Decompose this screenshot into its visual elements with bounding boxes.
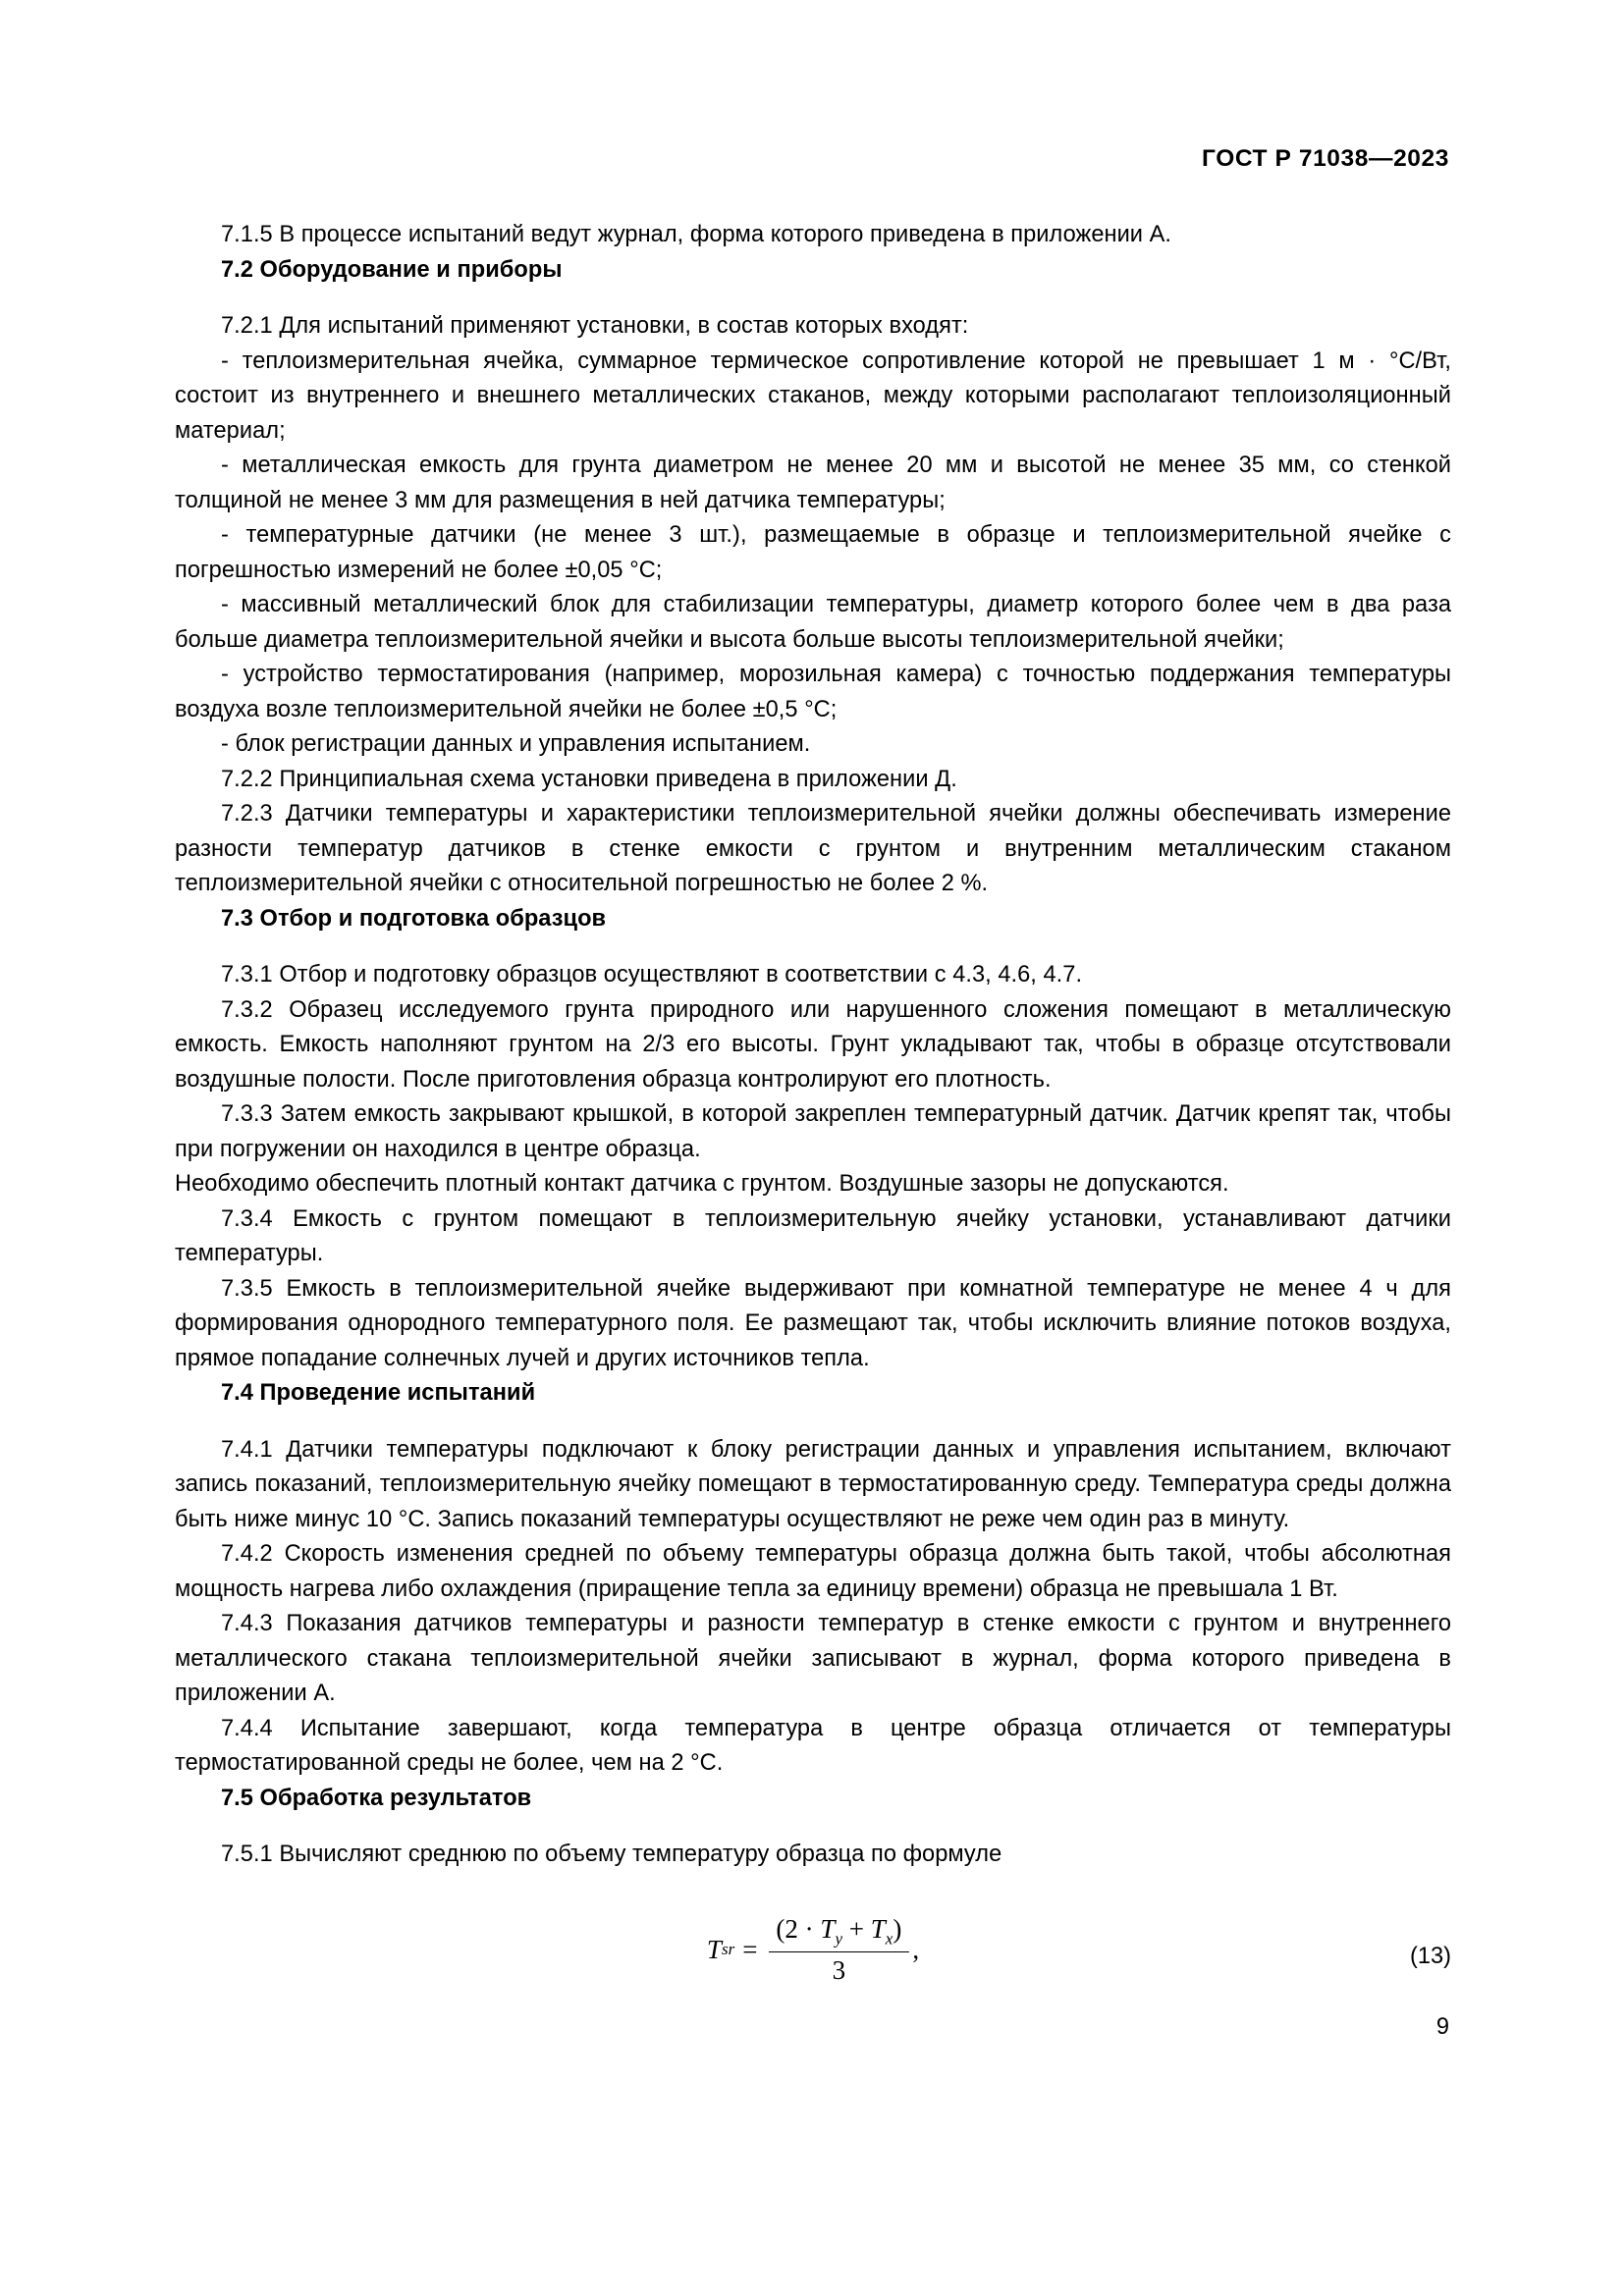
formula-lhs-subscript: sr bbox=[721, 1940, 735, 1959]
paragraph-7-4-4: 7.4.4 Испытание завершают, когда температура в центре образца отличается от температуры термостатированной среды не более, чем на 2 °С. bbox=[175, 1715, 1451, 1776]
formula-coefficient: 2 · bbox=[785, 1913, 821, 1944]
formula-13-block bbox=[175, 1908, 1451, 2002]
paragraph-7-4-3: 7.4.3 Показания датчиков температуры и разности температур в стенке емкости с грунтом и внутреннего металлического стакана теплоизмерительной ячейки записывают в журнал, форма которого приведена в приложении А. bbox=[175, 1611, 1451, 1706]
paragraph-7-1-5: 7.1.5 В процессе испытаний ведут журнал, форма которого приведена в приложении А. bbox=[221, 222, 1172, 247]
paragraph-7-2-1-item-d: - массивный металлический блок для стабилизации температуры, диаметр которого более чем в два раза больше диаметра теплоизмерительной ячейки и высота больше высоты теплоизмерительной ячейки; bbox=[175, 592, 1451, 653]
heading-7-4: 7.4 Проведение испытаний bbox=[221, 1380, 536, 1406]
formula-fraction bbox=[768, 1914, 909, 1986]
formula-13 bbox=[707, 1914, 919, 1986]
paragraph-7-3-4: 7.3.4 Емкость с грунтом помещают в теплоизмерительную ячейку установки, устанавливают датчики температуры. bbox=[175, 1205, 1451, 1266]
paragraph-7-2-2: 7.2.2 Принципиальная схема установки приведена в приложении Д. bbox=[221, 766, 957, 792]
formula-plus: + bbox=[842, 1913, 871, 1944]
paragraph-7-2-1-item-f: - блок регистрации данных и управления испытанием. bbox=[221, 731, 811, 757]
formula-trailing-comma: , bbox=[912, 1934, 920, 1964]
paragraph-7-3-3-note: Необходимо обеспечить плотный контакт датчика с грунтом. Воздушные зазоры не допускаются. bbox=[175, 1171, 1229, 1197]
paragraph-7-4-1: 7.4.1 Датчики температуры подключают к блоку регистрации данных и управления испытанием, включают запись показаний, теплоизмерительную ячейку помещают в термостатированную среду. Температура среды должна быть ниже минус 10 °С. Запись показаний температуры осуществляют не реже чем один раз в минуту. bbox=[175, 1436, 1451, 1532]
paragraph-7-2-1: 7.2.1 Для испытаний применяют установки, в состав которых входят: bbox=[221, 313, 969, 339]
paragraph-7-3-3: 7.3.3 Затем емкость закрывают крышкой, в которой закреплен температурный датчик. Датчик крепят так, чтобы при погружении он находился в центре образца. bbox=[175, 1101, 1451, 1162]
formula-term-tx: T bbox=[870, 1913, 886, 1944]
heading-7-5: 7.5 Обработка результатов bbox=[221, 1785, 532, 1811]
heading-7-3: 7.3 Отбор и подготовка образцов bbox=[221, 905, 607, 932]
formula-lhs-symbol: T bbox=[706, 1934, 722, 1964]
page-number: 9 bbox=[1435, 2014, 1449, 2040]
formula-paren-open: ( bbox=[776, 1913, 785, 1944]
paragraph-7-4-2: 7.4.2 Скорость изменения средней по объему температуры образца должна быть такой, чтобы абсолютная мощность нагрева либо охлаждения (приращение тепла за единицу времени) образца не превышала 1 Вт. bbox=[175, 1541, 1451, 1602]
paragraph-7-3-2: 7.3.2 Образец исследуемого грунта природного или нарушенного сложения помещают в металлическую емкость. Емкость наполняют грунтом на 2/3 его высоты. Грунт укладывают так, чтобы в образце отсутствовали воздушные полости. После приготовления образца контролируют его плотность. bbox=[175, 996, 1451, 1093]
formula-number: (13) bbox=[1410, 1943, 1451, 1969]
paragraph-7-2-1-item-b: - металлическая емкость для грунта диаметром не менее 20 мм и высотой не менее 35 мм, со стенкой толщиной не менее 3 мм для размещения в ней датчика температуры; bbox=[175, 453, 1451, 513]
formula-term-ty: T bbox=[820, 1913, 836, 1944]
formula-term-tx-subscript: x bbox=[885, 1928, 893, 1948]
formula-term-ty-subscript: y bbox=[835, 1928, 843, 1948]
formula-paren-close: ) bbox=[893, 1913, 902, 1944]
paragraph-7-3-1: 7.3.1 Отбор и подготовку образцов осуществляют в соответствии с 4.3, 4.6, 4.7. bbox=[221, 962, 1083, 988]
formula-equals: = bbox=[742, 1934, 758, 1964]
paragraph-7-3-5: 7.3.5 Емкость в теплоизмерительной ячейке выдерживают при комнатной температуре не менее 4 ч для формирования однородного температурного поля. Ее размещают так, чтобы исключить влияние потоков воздуха, прямое попадание солнечных лучей и других источников тепла. bbox=[175, 1275, 1451, 1371]
document-body bbox=[175, 218, 1451, 2002]
formula-numerator bbox=[768, 1914, 909, 1952]
page-header-standard-number: ГОСТ Р 71038—2023 bbox=[1202, 145, 1449, 172]
paragraph-7-2-1-item-a: - теплоизмерительная ячейка, суммарное термическое сопротивление которой не превышает 1 м · °С/Вт, состоит из внутреннего и внешнего металлических стаканов, между которыми располагают теплоизоляционный материал; bbox=[175, 347, 1451, 444]
heading-7-2: 7.2 Оборудование и приборы bbox=[221, 256, 563, 283]
formula-denominator: 3 bbox=[832, 1954, 846, 1985]
paragraph-7-2-3: 7.2.3 Датчики температуры и характеристики теплоизмерительной ячейки должны обеспечивать измерение разности температур датчиков в стенке емкости с грунтом и внутренним металлическим стаканом теплоизмерительной ячейки с относительной погрешностью не более 2 %. bbox=[175, 801, 1451, 896]
paragraph-7-5-1: 7.5.1 Вычисляют среднюю по объему температуру образца по формуле bbox=[221, 1842, 1002, 1867]
paragraph-7-2-1-item-e: - устройство термостатирования (например, морозильная камера) с точностью поддержания температуры воздуха возле теплоизмерительной ячейки не более ±0,5 °С; bbox=[175, 662, 1451, 722]
paragraph-7-2-1-item-c: - температурные датчики (не менее 3 шт.), размещаемые в образце и теплоизмерительной ячейке с погрешностью измерений не более ±0,05 °С; bbox=[175, 522, 1451, 583]
